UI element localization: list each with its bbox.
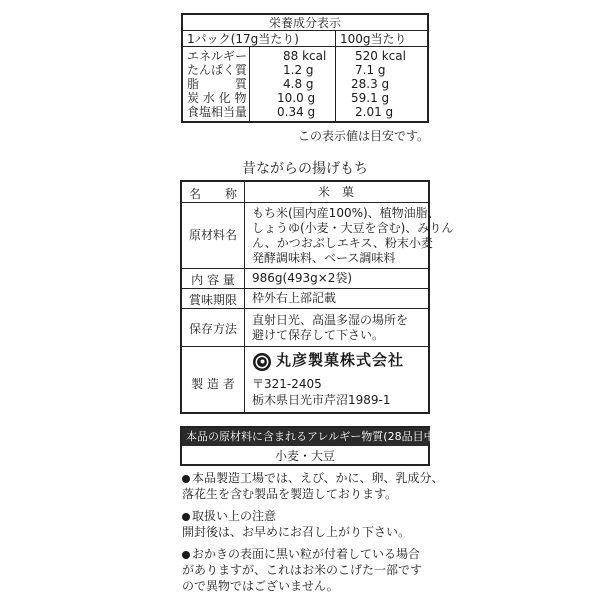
allergen-box [180,426,439,466]
factory-note-line-2: 落花生を含む製品を製造しております。 [182,487,398,501]
row-fat-pack: 4.8 g [283,77,314,91]
allergen-value: 小麦・大豆 [274,449,335,463]
spots-line-3: ので異物ではございません。 [182,579,339,593]
value-content: 986g(493g×2袋) [252,271,353,285]
row-salt-100g: 2.01 g [355,105,394,119]
value-ingredients-1: もち米(国内産100%)、植物油脂、 [252,206,440,220]
label-best-before: 賞味期限 [188,293,237,307]
row-label-energy: エネルギー [187,49,248,63]
nutrition-note: この表示値は目安です。 [298,129,430,143]
nutrition-title: 栄養成分表示 [268,16,341,30]
bullet-icon [182,551,190,559]
maker-logo-icon [252,352,272,376]
value-ingredients-3: ん、かつおぶしエキス、粉末小麦 [252,236,433,250]
label-storage: 保存方法 [188,322,237,336]
maker-postal: 〒321-2405 [252,377,322,391]
row-fat-100g: 28.3 g [351,77,390,91]
row-label-fat: 脂 質 [187,77,248,91]
product-spec-table [180,180,454,414]
row-energy-100g: 520 kcal [355,49,406,63]
allergen-header: 本品の原材料に含まれるアレルギー物質(28品目中) [182,428,428,446]
row-salt-pack: 0.34 g [277,105,316,119]
col-per-100g: 100g当たり [340,32,407,46]
maker-address: 栃木県日光市芹沼1989-1 [252,393,391,407]
factory-note-line-1: 本品製造工場では、えび、かに、卵、乳成分、 [192,471,444,485]
value-ingredients-4: 発酵調味料、ベース調味料 [252,251,396,265]
value-ingredients-2: しょうゆ(小麦・大豆を含む)、みりん [252,221,454,235]
label-name: 名 称 [188,187,237,201]
bullet-icon [182,475,190,483]
product-title: 昔ながらの揚げもち [242,161,368,177]
label-maker: 製 造 者 [191,377,235,391]
value-best-before: 枠外右上部記載 [252,291,337,305]
spots-line-1: おかきの表面に黒い粒が付着している場合 [192,547,421,561]
row-protein-pack: 1.2 g [283,63,314,77]
value-storage-2: 避けて保存して下さい。 [252,328,385,342]
row-carb-100g: 59.1 g [351,91,390,105]
row-label-protein: たんぱく質 [187,63,248,77]
handling-note [182,508,410,540]
row-label-carb: 炭 水 化 物 [187,91,247,105]
value-storage-1: 直射日光、高温多湿の場所を [252,313,409,327]
col-per-pack: 1パック(17g当たり) [187,32,299,46]
factory-note [182,470,444,502]
value-name: 米 菓 [317,185,354,199]
bullet-icon [182,513,190,521]
label-content: 内 容 量 [191,273,235,287]
handling-title: 取扱い上の注意 [192,509,277,523]
row-protein-100g: 7.1 g [355,63,386,77]
label-ingredients: 原材料名 [188,228,237,242]
nutrition-table [181,13,429,123]
row-carb-pack: 10.0 g [277,91,316,105]
handling-text: 開封後は、お早めにお召し上がり下さい。 [182,525,411,539]
maker-company: 丸彦製菓株式会社 [276,351,405,369]
spots-note [182,546,422,594]
row-label-salt: 食塩相当量 [187,105,248,119]
row-energy-pack: 88 kcal [283,49,327,63]
spots-line-2: がありますが、これはお米のこげた一部です [182,563,423,577]
